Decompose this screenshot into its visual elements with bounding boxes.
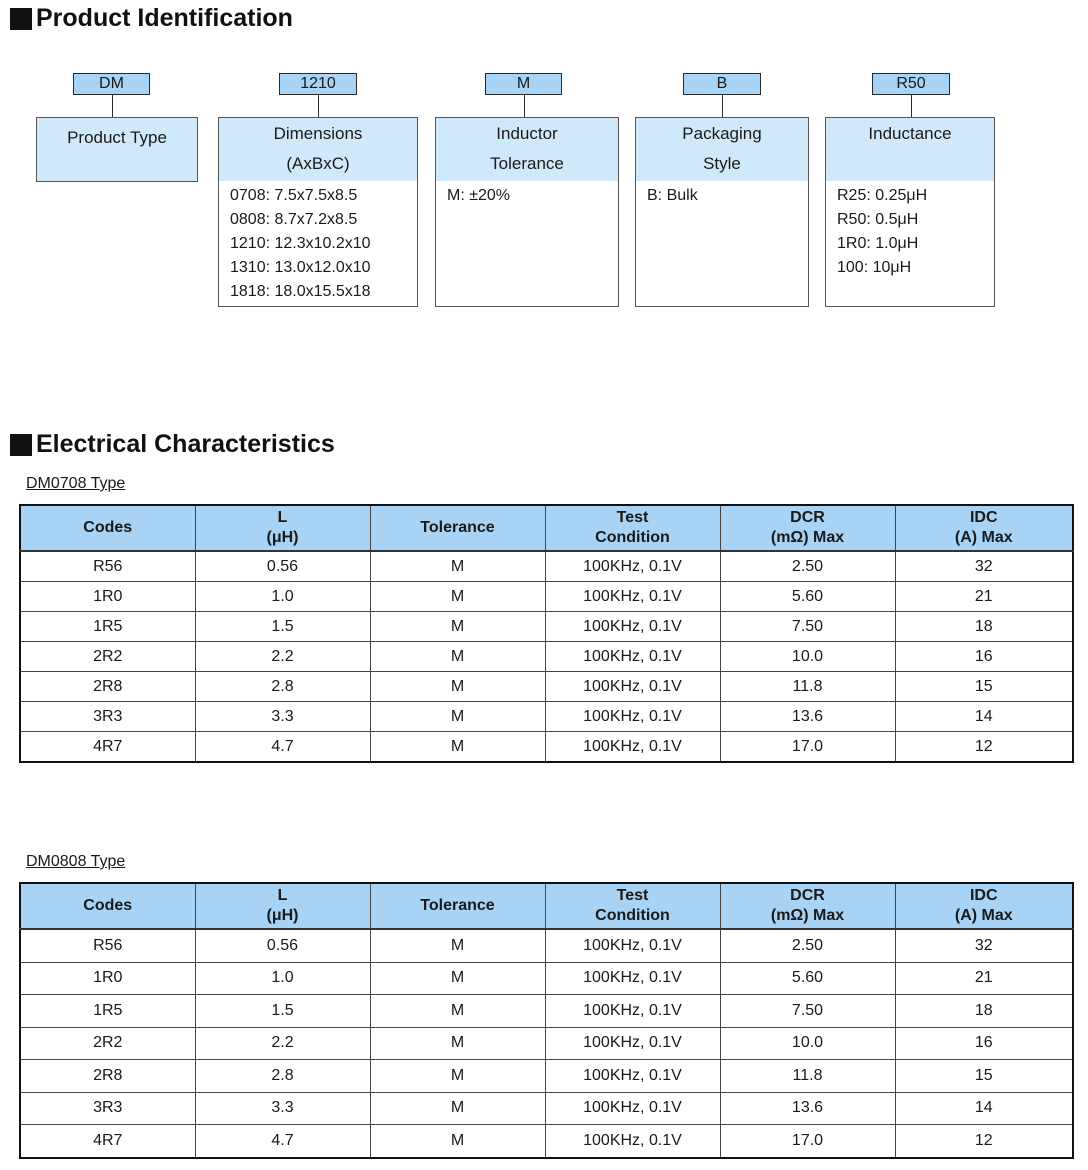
field-header [635, 117, 809, 182]
field-option: 0808: 8.7x7.2x8.5 [230, 211, 358, 228]
table-cell: 17.0 [720, 1125, 895, 1158]
table-cell: 100KHz, 0.1V [545, 642, 720, 672]
table-cell: 4R7 [20, 1125, 195, 1158]
table-cell: 15 [895, 1060, 1073, 1093]
table-cell: 2.50 [720, 551, 895, 582]
table-cell: 100KHz, 0.1V [545, 582, 720, 612]
table-cell: 18 [895, 612, 1073, 642]
column-header [20, 505, 195, 551]
field-header [36, 117, 198, 182]
field-header-line: Product Type [67, 128, 167, 147]
field-options [825, 181, 995, 307]
column-header-line: Codes [83, 897, 133, 914]
table-cell: M [370, 612, 545, 642]
column-header-line: L [277, 887, 288, 904]
column-header-line: (A) Max [954, 907, 1013, 924]
table-cell: 18 [895, 995, 1073, 1028]
column-header [195, 505, 370, 551]
column-header-line: DCR [790, 887, 825, 904]
table-cell: 21 [895, 962, 1073, 995]
table-cell: 3.3 [195, 702, 370, 732]
spec-table-dm0808 [19, 882, 1074, 1159]
column-header-line: (mΩ) Max [770, 907, 845, 924]
table-cell: 3R3 [20, 1092, 195, 1125]
table-cell: 11.8 [720, 1060, 895, 1093]
table-row [20, 551, 1073, 582]
table-cell: 13.6 [720, 702, 895, 732]
table-cell: 1.0 [195, 962, 370, 995]
table-cell: 2.2 [195, 642, 370, 672]
table-cell: 5.60 [720, 962, 895, 995]
table-cell: R56 [20, 929, 195, 962]
table-cell: M [370, 929, 545, 962]
table-cell: 100KHz, 0.1V [545, 962, 720, 995]
table-cell: 100KHz, 0.1V [545, 1125, 720, 1158]
section-square-icon [10, 434, 32, 456]
section-title-text: Electrical Characteristics [36, 430, 335, 458]
field-option: 1310: 13.0x12.0x10 [230, 259, 371, 276]
column-header [195, 883, 370, 929]
table-cell: 13.6 [720, 1092, 895, 1125]
table-cell: 12 [895, 1125, 1073, 1158]
table-cell: 21 [895, 582, 1073, 612]
section-title-text: Product Identification [36, 4, 293, 32]
table-cell: 1.0 [195, 582, 370, 612]
table-cell: 11.8 [720, 672, 895, 702]
field-header [435, 117, 619, 182]
table-cell: M [370, 582, 545, 612]
table-cell: 100KHz, 0.1V [545, 551, 720, 582]
table-row [20, 929, 1073, 962]
table-row [20, 1027, 1073, 1060]
column-header-line: (μH) [266, 529, 299, 546]
field-option: 1818: 18.0x15.5x18 [230, 283, 371, 300]
field-option: 0708: 7.5x7.5x8.5 [230, 187, 358, 204]
connector-line [318, 95, 319, 117]
table-cell: R56 [20, 551, 195, 582]
table-cell: 100KHz, 0.1V [545, 929, 720, 962]
table-row [20, 702, 1073, 732]
table-cell: M [370, 1092, 545, 1125]
table-row [20, 1060, 1073, 1093]
table-cell: M [370, 995, 545, 1028]
table-cell: 16 [895, 642, 1073, 672]
column-header-line: IDC [969, 509, 998, 526]
field-header-line: Packaging [682, 124, 762, 143]
table-cell: 3.3 [195, 1092, 370, 1125]
table-cell: 2R8 [20, 1060, 195, 1093]
column-header-line: Codes [83, 519, 133, 536]
header-row [20, 505, 1073, 551]
table-row [20, 582, 1073, 612]
connector-line [722, 95, 723, 117]
table-cell: 1R5 [20, 995, 195, 1028]
field-option: R25: 0.25μH [837, 187, 928, 204]
table-cell: 2R8 [20, 672, 195, 702]
table-cell: 10.0 [720, 1027, 895, 1060]
table-cell: 2.2 [195, 1027, 370, 1060]
column-header [895, 883, 1073, 929]
table-cell: M [370, 1125, 545, 1158]
column-header-line: Test [616, 509, 649, 526]
type-label-dm0808: DM0808 Type [26, 853, 126, 870]
table-cell: 1R0 [20, 582, 195, 612]
table-cell: 2.50 [720, 929, 895, 962]
column-header [895, 505, 1073, 551]
table-row [20, 672, 1073, 702]
column-header-line: (μH) [266, 907, 299, 924]
table-cell: 0.56 [195, 929, 370, 962]
field-option: M: ±20% [447, 187, 511, 204]
column-header-line: Test [616, 887, 649, 904]
column-header-line: Condition [595, 907, 670, 924]
table-cell: 15 [895, 672, 1073, 702]
table-row [20, 962, 1073, 995]
product-identification-title [10, 6, 293, 31]
field-header-line: Style [703, 154, 741, 173]
column-header-line: Tolerance [420, 519, 495, 536]
code-box: B [683, 73, 761, 95]
table-cell: 2.8 [195, 1060, 370, 1093]
column-header [545, 883, 720, 929]
field-header-line: Inductance [868, 124, 952, 143]
electrical-characteristics-title [10, 432, 335, 457]
table-row [20, 612, 1073, 642]
table-cell: M [370, 551, 545, 582]
table-cell: 100KHz, 0.1V [545, 612, 720, 642]
table-cell: 2.8 [195, 672, 370, 702]
connector-line [911, 95, 912, 117]
field-option: 100: 10μH [837, 259, 912, 276]
field-option: 1R0: 1.0μH [837, 235, 919, 252]
field-options [635, 181, 809, 307]
header-row [20, 883, 1073, 929]
table-cell: M [370, 642, 545, 672]
table-cell: 100KHz, 0.1V [545, 1027, 720, 1060]
table-cell: 14 [895, 702, 1073, 732]
column-header-line: L [277, 509, 288, 526]
table-cell: M [370, 702, 545, 732]
spec-table-dm0708 [19, 504, 1074, 763]
table-cell: 16 [895, 1027, 1073, 1060]
section-square-icon [10, 8, 32, 30]
code-box: 1210 [279, 73, 357, 95]
table-cell: 1.5 [195, 995, 370, 1028]
column-header [370, 883, 545, 929]
table-cell: 4.7 [195, 1125, 370, 1158]
field-option: 1210: 12.3x10.2x10 [230, 235, 371, 252]
type-label-dm0708: DM0708 Type [26, 475, 126, 492]
table-cell: M [370, 672, 545, 702]
table-cell: 4.7 [195, 732, 370, 763]
table-cell: 100KHz, 0.1V [545, 732, 720, 763]
field-header-line: (AxBxC) [286, 154, 350, 173]
table-cell: 32 [895, 551, 1073, 582]
table-cell: M [370, 1060, 545, 1093]
table-cell: 100KHz, 0.1V [545, 672, 720, 702]
table-cell: 1.5 [195, 612, 370, 642]
column-header [545, 505, 720, 551]
table-row [20, 1125, 1073, 1158]
table-cell: 5.60 [720, 582, 895, 612]
table-cell: 1R5 [20, 612, 195, 642]
column-header [720, 505, 895, 551]
table-cell: 100KHz, 0.1V [545, 1060, 720, 1093]
field-header [825, 117, 995, 182]
column-header-line: (A) Max [954, 529, 1013, 546]
table-cell: 100KHz, 0.1V [545, 702, 720, 732]
table-cell: M [370, 1027, 545, 1060]
field-options [218, 181, 418, 307]
code-box: M [485, 73, 562, 95]
table-cell: 17.0 [720, 732, 895, 763]
code-box: R50 [872, 73, 950, 95]
table-cell: 100KHz, 0.1V [545, 995, 720, 1028]
table-cell: 1R0 [20, 962, 195, 995]
column-header-line: Tolerance [420, 897, 495, 914]
table-cell: 12 [895, 732, 1073, 763]
connector-line [112, 95, 113, 117]
table-cell: 7.50 [720, 995, 895, 1028]
field-header [218, 117, 418, 182]
table-cell: 0.56 [195, 551, 370, 582]
field-options [435, 181, 619, 307]
table-cell: 7.50 [720, 612, 895, 642]
table-cell: 100KHz, 0.1V [545, 1092, 720, 1125]
column-header-line: Condition [595, 529, 670, 546]
table-cell: M [370, 962, 545, 995]
code-box: DM [73, 73, 150, 95]
field-header-line: Inductor [496, 124, 558, 143]
table-cell: 14 [895, 1092, 1073, 1125]
table-cell: 4R7 [20, 732, 195, 763]
table-cell: 3R3 [20, 702, 195, 732]
table-cell: 10.0 [720, 642, 895, 672]
table-row [20, 642, 1073, 672]
table-row [20, 995, 1073, 1028]
column-header-line: IDC [969, 887, 998, 904]
column-header [20, 883, 195, 929]
field-header-line: Dimensions [273, 124, 363, 143]
column-header [370, 505, 545, 551]
connector-line [524, 95, 525, 117]
table-row [20, 1092, 1073, 1125]
table-cell: 32 [895, 929, 1073, 962]
field-header-line: Tolerance [490, 154, 564, 173]
field-option: R50: 0.5μH [837, 211, 919, 228]
table-row [20, 732, 1073, 763]
column-header-line: (mΩ) Max [770, 529, 845, 546]
field-option: B: Bulk [647, 187, 698, 204]
table-cell: 2R2 [20, 1027, 195, 1060]
column-header-line: DCR [790, 509, 825, 526]
table-cell: 2R2 [20, 642, 195, 672]
table-cell: M [370, 732, 545, 763]
column-header [720, 883, 895, 929]
